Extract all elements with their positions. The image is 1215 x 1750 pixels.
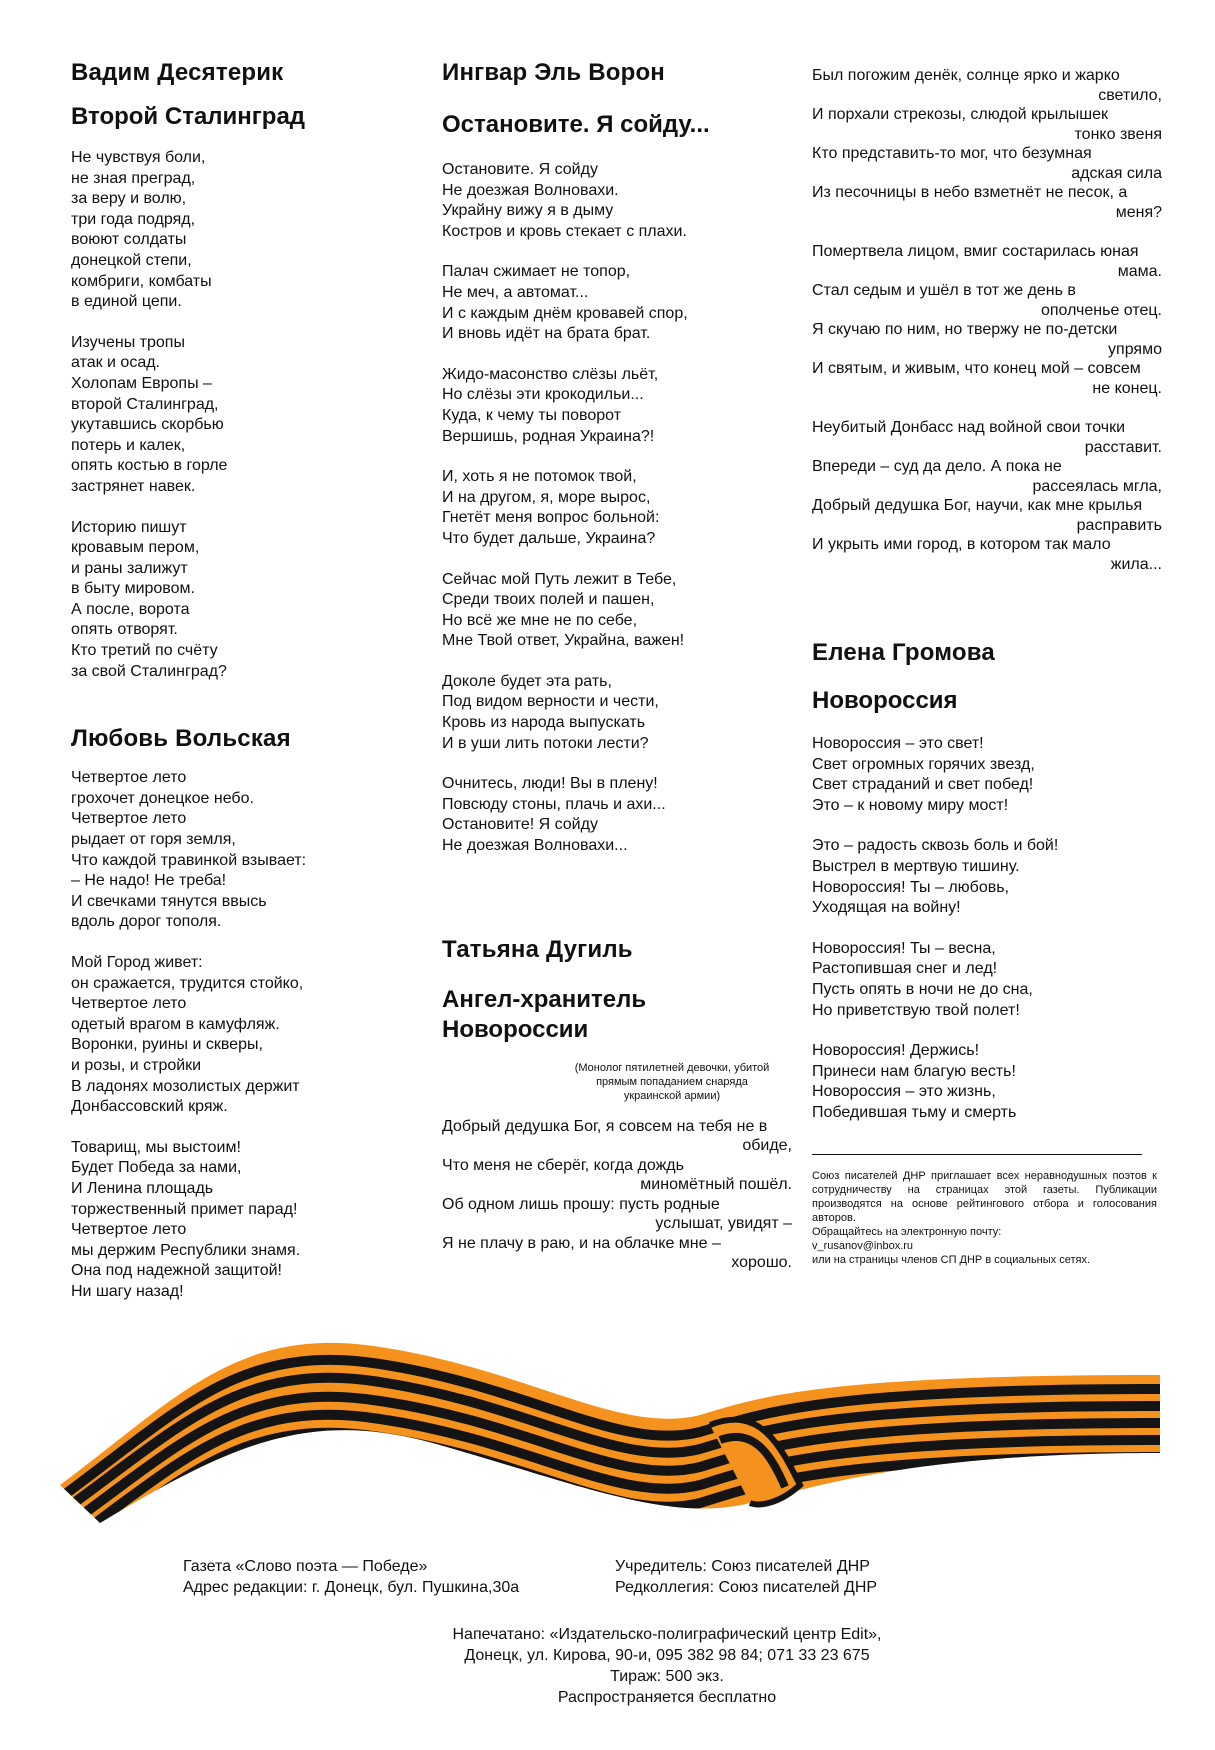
poem-line: Повсюду стоны, плачь и ахи... [442,795,666,813]
poem-line: Костров и кровь стекает с плахи. [442,222,687,240]
poem-title: Второй Сталинград [71,103,306,130]
poem-stanza [812,1041,1162,1123]
poem-line: Но приветствую твой полет! [812,1001,1020,1019]
poem-line: Новороссия! Ты – весна, [812,939,996,957]
poem-line [812,105,1162,144]
poem-author: Елена Громова [812,639,995,666]
poem-line [812,242,1162,281]
poem-stanza [71,1138,371,1303]
poem-line: Она под надежной защитой! [71,1262,282,1280]
poem-line: И Ленина площадь [71,1179,214,1197]
poem-stanza [71,953,371,1118]
poem-line: опять костью в горле [71,457,228,475]
poem-line-continuation: жила... [1110,555,1162,573]
circulation: Тираж: 500 экз. [610,1668,724,1685]
poem-line: Куда, к чему ты поворот [442,406,622,424]
poem-line: Не доезжая Волновахи. [442,181,619,199]
poem-line: в единой цепи. [71,293,182,311]
poem-line-start: Помертвела лицом, вмиг состарилась юная [812,243,1139,260]
poem-line: Изучены тропы [71,333,185,351]
poem-line: Растопившая снег и лед! [812,960,998,978]
distribution: Распространяется бесплатно [557,1689,777,1706]
epigraph-line: прямым попаданием снаряда [596,1075,748,1088]
poem-line: И с каждым днём кровавей спор, [442,304,688,322]
poem-stanza [442,160,792,242]
poem-stanza [442,262,792,344]
poem-line: Очнитесь, люди! Вы в плену! [442,775,658,793]
poem-line: Воронки, руины и скверы, [71,1036,263,1054]
footer-center [357,1624,977,1708]
poem-line: атак и осад. [71,354,160,372]
poem-line: не зная преград, [71,169,196,187]
column-1 [71,58,371,1323]
poem-line: вдоль дорог тополя. [71,913,222,931]
poem-line: Кровь из народа выпускать [442,714,646,732]
poem-line: за свой Сталинград? [71,662,227,680]
poem-line [442,1234,792,1273]
poem-line: Принеси нам благую весть! [812,1062,1016,1080]
poem-line [442,1117,792,1156]
poem-line [812,281,1162,320]
poem-line-start: Что меня не сберёг, когда дождь [442,1156,684,1174]
poem-line: Среди твоих полей и пашен, [442,591,655,609]
poem-line: Гнетёт меня вопрос больной: [442,509,660,527]
epigraph-line: украинской армии) [623,1089,721,1102]
poem-line: и раны залижут [71,559,188,577]
poem-line: застрянет навек. [71,477,196,495]
poem-title [442,985,792,1045]
poem-line: за веру и волю, [71,190,187,208]
poem-line: торжественный примет парад! [71,1200,298,1218]
poem-line: Что будет дальше, Украина? [442,529,656,547]
poem-line: рыдает от горя земля, [71,831,236,849]
poem-line: В ладонях мозолистых держит [71,1077,300,1095]
notice-contact-label: Обращайтесь на электронную почту: [812,1225,1002,1238]
poem-line: Украйну вижу я в дыму [442,202,614,220]
column-2 [442,58,792,1293]
poem-line-continuation: услышат, увидят – [655,1215,792,1233]
printer: Напечатано: «Издательско-полиграфический центр Edit», [452,1626,882,1643]
poem-line: Остановите! Я сойду [442,816,598,834]
poem-line [442,1156,792,1195]
poem-author: Любовь Вольская [71,725,291,753]
poem-line [812,320,1162,359]
poem-line: три года подряд, [71,210,196,228]
poem-line: воюют солдаты [71,231,187,249]
poem-line: Холопам Европы – [71,374,212,392]
poem-line [812,457,1162,496]
editorial-board: Редколлегия: Союз писателей ДНР [615,1579,878,1596]
poem-stanza [71,333,371,498]
poem-line: Четвертое лето [71,1221,187,1239]
poem-stanza [71,518,371,683]
poem-line: Доколе будет эта рать, [442,672,612,690]
poem-line: Будет Победа за нами, [71,1159,242,1177]
poem-line-start: Об одном лишь прошу: пусть родные [442,1195,720,1213]
poem-line: Донбассовский кряж. [71,1098,228,1116]
poem-stanza [442,467,792,549]
poem-line: А после, ворота [71,600,190,618]
poem-line: Четвертое лето [71,769,187,787]
poem-stanza [71,148,371,313]
poem-line: Жидо-масонство слёзы льёт, [442,365,659,383]
poem-line: Но слёзы эти крокодильи... [442,386,644,404]
poem-title: Остановите. Я сойду... [442,111,710,138]
poem-line: И на другом, я, море вырос, [442,488,651,506]
poem-line: Победившая тьму и смерть [812,1103,1017,1121]
poem-line-continuation: светило, [1098,86,1162,104]
poem-line: Свет огромных горячих звезд, [812,755,1035,773]
poem-line-continuation: тонко звеня [1074,125,1162,143]
poem-title-line: Ангел-хранитель [442,985,647,1013]
poem-stanza [812,836,1162,918]
poem-line-start: Стал седым и ушёл в тот же день в [812,282,1076,299]
poem-line: Уходящая на войну! [812,899,961,917]
poem-line-continuation: адская сила [1071,164,1162,182]
poem-line: мы держим Республики знамя. [71,1241,301,1259]
poem-body [71,148,371,682]
poem-line: Мой Город живет: [71,954,203,971]
poem-line-start: И укрыть ими город, в котором так мало [812,536,1111,553]
poem-line: Новороссия – это жизнь, [812,1083,996,1101]
poem-stanza [812,66,1162,222]
footer-right [615,1556,877,1598]
poem-line: и розы, и стройки [71,1056,202,1074]
poem-line: Историю пишут [71,518,187,536]
poem-line: опять отворят. [71,621,178,639]
poem-line: Остановите. Я сойду [442,161,598,178]
poem-author: Татьяна Дугиль [442,935,633,963]
poem-line: Под видом верности и чести, [442,693,659,711]
printer-address: Донецк, ул. Кирова, 90-и, 095 382 98 84; 071 33 23 675 [464,1647,870,1664]
poem-line-continuation: расставит. [1084,438,1162,456]
poem-stanza [812,242,1162,398]
editorial-address: Адрес редакции: г. Донецк, бул. Пушкина,30а [183,1579,520,1596]
poem-line: И свечками тянутся ввысь [71,892,267,910]
poem-line: Вершишь, родная Украина?! [442,427,655,445]
notice-text: Союз писателей ДНР приглашает всех неравнодушных поэтов к сотрудничеству на страницах этой газеты. Публикации производятся на основе рейтингового отбора и голосования авторов. [812,1169,1157,1224]
poem-line-continuation: ополченье отец. [1040,301,1162,319]
poem-line-start: И порхали стрекозы, слюдой крылышек [812,106,1108,123]
poem-line-continuation: рассеялась мгла, [1032,477,1162,495]
poem-body [442,160,792,857]
poem-line-continuation: миномётный пошёл. [640,1176,792,1194]
notice-social: или на страницы членов СП ДНР в социальных сетях. [812,1253,1091,1266]
poem-line: Ни шагу назад! [71,1282,184,1300]
poem-title: Новороссия [812,687,958,714]
footer-left [183,1556,519,1598]
poem-line: Новороссия! Ты – любовь, [812,878,1009,896]
poem-line: Новороссия! Держись! [812,1042,980,1060]
poem-line: потерь и калек, [71,436,186,454]
poem-line: Свет страданий и свет побед! [812,776,1034,794]
poem-line [812,418,1162,457]
poem-line [812,359,1162,398]
poem-line-start: Из песочницы в небо взметнёт не песок, а [812,184,1128,201]
poem-line [812,496,1162,535]
poem-line: Пусть опять в ночи не до сна, [812,980,1033,998]
poem-line-start: Добрый дедушка Бог, я совсем на тебя не в [442,1117,768,1135]
poem-line: Четвертое лето [71,995,187,1013]
poem-line: комбриги, комбаты [71,272,212,290]
poem-line: Не доезжая Волновахи... [442,837,628,855]
poem-title-line: Новороссии [442,1015,589,1043]
poem-stanza [442,672,792,754]
poem-line: Это – радость сквозь боль и бой! [812,837,1059,855]
poem-line: укутавшись скорбью [71,416,224,434]
poem-line-continuation: хорошо. [731,1254,792,1272]
poem-line: – Не надо! Не треба! [71,872,227,890]
poem-line-continuation: расправить [1076,516,1162,534]
poem-line: он сражается, трудится стойко, [71,974,304,992]
poem-line-start: Я не плачу в раю, и на облачке мне – [442,1234,721,1252]
poem-line: в быту мировом. [71,580,195,598]
poem-body [442,1117,792,1273]
poem-line [812,183,1162,222]
poem-line: И вновь идёт на брата брат. [442,325,651,343]
poem-line: кровавым пером, [71,539,200,557]
founder: Учредитель: Союз писателей ДНР [615,1558,870,1575]
poem-line: Выстрел в мертвую тишину. [812,857,1020,875]
column-3 [812,66,1162,1267]
poem-line: Товарищ, мы выстоим! [71,1138,241,1156]
poem-stanza [812,939,1162,1021]
poem-line: Мне Твой ответ, Украйна, важен! [442,632,685,650]
poem-line-continuation: меня? [1115,203,1162,221]
newspaper-name: Газета «Слово поэта — Победе» [183,1558,428,1575]
poem-stanza [442,774,792,856]
poem-stanza [71,768,371,933]
poem-line-start: Неубитый Донбасс над войной свои точки [812,419,1126,436]
poem-line: Это – к новому миру мост! [812,796,1009,814]
poem-line: И, хоть я не потомок твой, [442,468,637,486]
poem-line-start: Был погожим денёк, солнце ярко и жарко [812,67,1120,84]
st-george-ribbon-icon [60,1335,1160,1525]
epigraph-line: (Монолог пятилетней девочки, убитой [574,1061,770,1074]
poem-line-start: Кто представить-то мог, что безумная [812,145,1092,162]
poem-line [812,66,1162,105]
poem-line: Не меч, а автомат... [442,283,589,301]
poem-line-continuation: не конец. [1092,379,1162,397]
poem-line [812,144,1162,183]
poem-line: Кто третий по счёту [71,642,218,660]
poem-line-continuation: обиде, [742,1137,792,1155]
poem-line: Что каждой травинкой взывает: [71,851,307,869]
poem-line: грохочет донецкое небо. [71,789,254,807]
poem-line: Не чувствуя боли, [71,149,206,166]
notice-email-link[interactable]: v_rusanov@inbox.ru [812,1239,914,1252]
poem-stanza [442,365,792,447]
poem-body [71,768,371,1302]
poem-stanza [442,570,792,652]
poem-stanza [812,734,1162,816]
poem-line-start: Добрый дедушка Бог, научи, как мне крылья [812,497,1143,514]
poem-line: Четвертое лето [71,810,187,828]
poem-line-continuation: мама. [1117,262,1162,280]
poem-line-continuation: упрямо [1108,340,1162,358]
poem-line: донецкой степи, [71,251,192,269]
poem-line-start: Впереди – суд да дело. А пока не [812,458,1062,475]
poem-body [812,734,1162,1124]
poem-line: Палач сжимает не топор, [442,263,631,281]
publisher-notice [812,1169,1157,1267]
poem-line: И в уши лить потоки лести? [442,734,649,752]
poem-line-start: И святым, и живым, что конец мой – совсем [812,360,1141,377]
poem-line: Но всё же мне не по себе, [442,611,638,629]
poem-line-start: Я скучаю по ним, но твержу не по-детски [812,321,1118,338]
poem-epigraph [562,1061,782,1103]
divider [812,1154,1142,1155]
poem-line [812,535,1162,574]
poem-line: Новороссия – это свет! [812,735,984,752]
poem-line [442,1195,792,1234]
poem-author: Ингвар Эль Ворон [442,59,666,86]
poem-line: одетый врагом в камуфляж. [71,1015,280,1033]
poem-author: Вадим Десятерик [71,59,284,86]
poem-line: второй Сталинград, [71,395,219,413]
poem-stanza [812,418,1162,574]
poem-line: Сейчас мой Путь лежит в Тебе, [442,570,677,588]
